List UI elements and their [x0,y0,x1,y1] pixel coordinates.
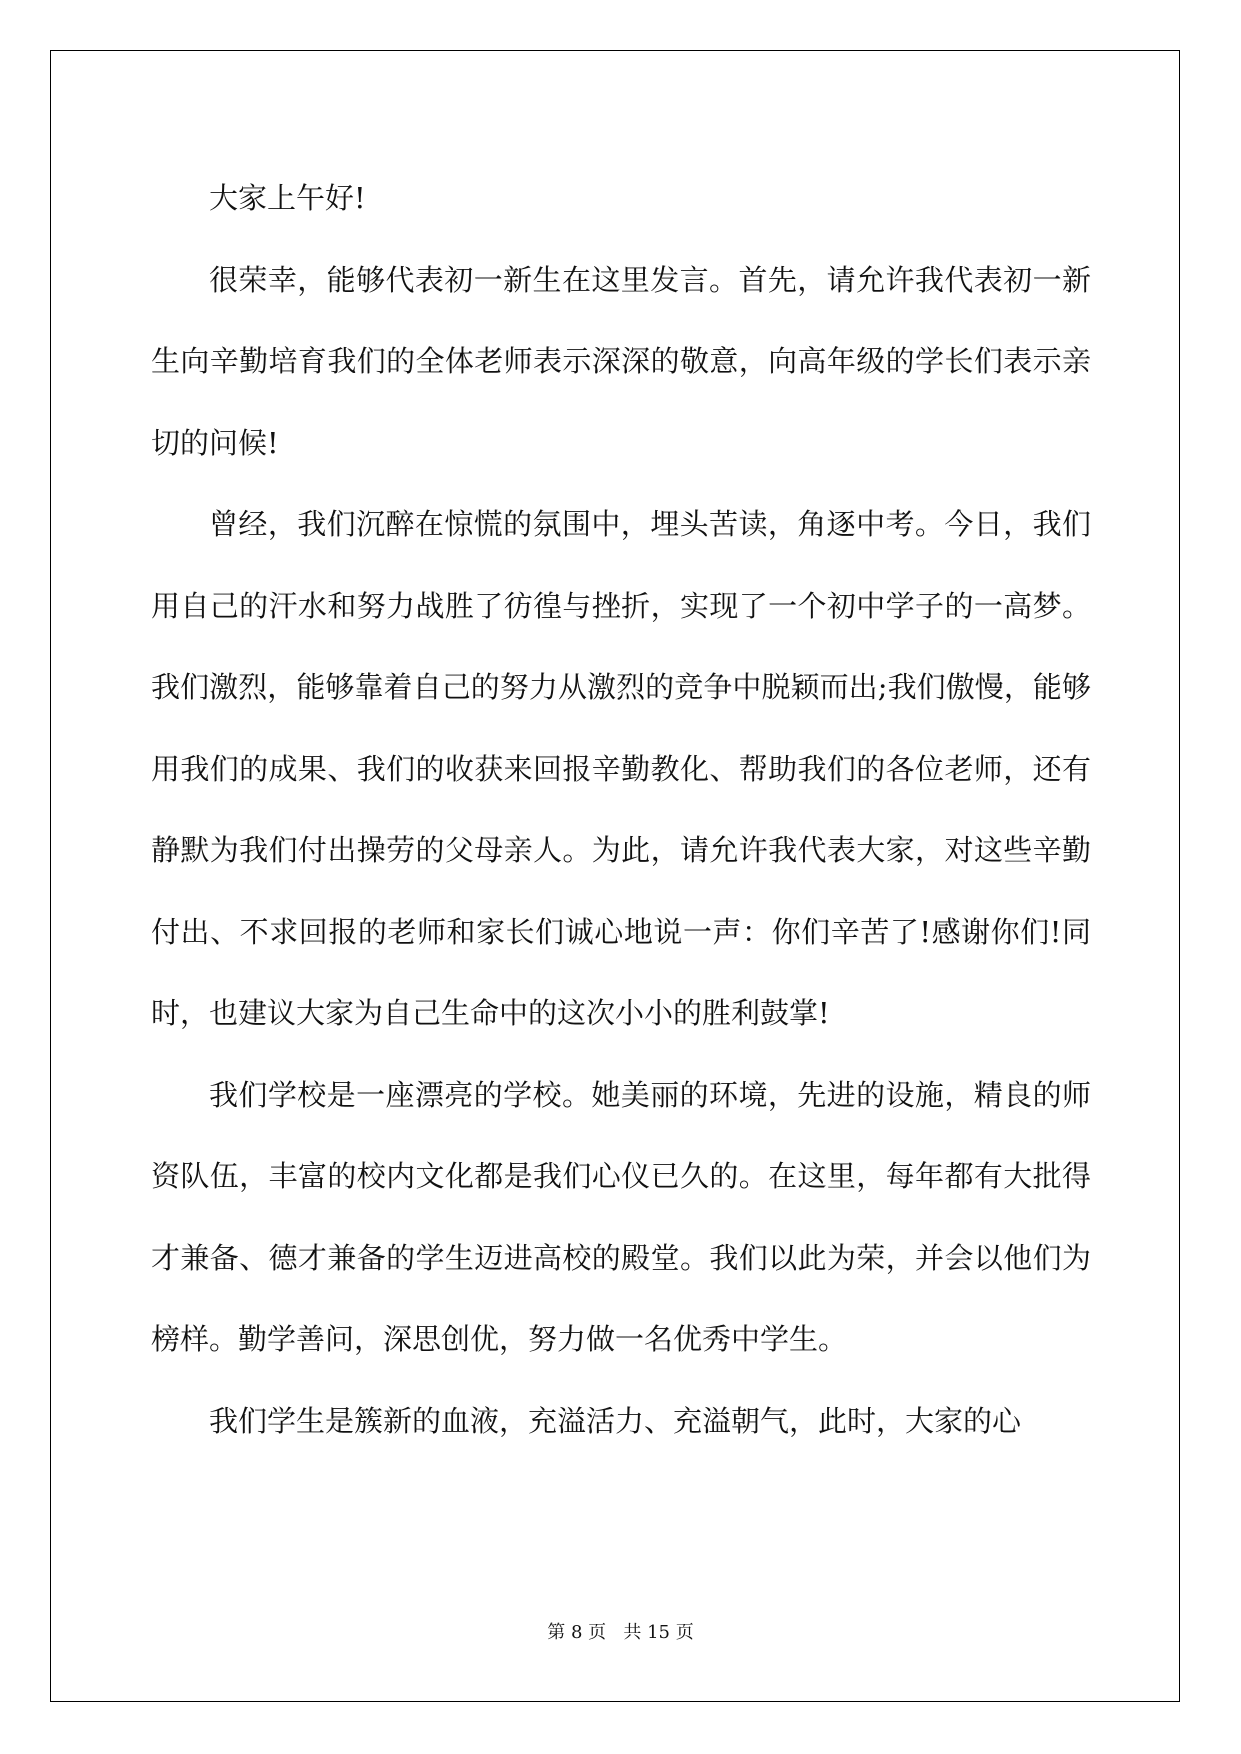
page-total: 共 15 页 [623,1622,694,1643]
paragraph-school: 我们学校是一座漂亮的学校。她美丽的环境，先进的设施，精良的师资队伍，丰富的校内文化都是我们心仪已久的。在这里，每年都有大批得才兼备、德才兼备的学生迈进高校的殿堂。我们以此为荣，并会以他们为榜样。勤学善问，深思创优，努力做一名优秀中学生。 [151,1077,1091,1356]
paragraph-introduction: 很荣幸，能够代表初一新生在这里发言。首先，请允许我代表初一新生向辛勤培育我们的全体老师表示深深的敬意，向高年级的学长们表示亲切的问候! [151,262,1091,460]
paragraph-greeting: 大家上午好! [209,181,366,215]
page-number: 第 8 页 [547,1622,607,1643]
paragraph-students: 我们学生是簇新的血液，充溢活力、充溢朝气，此时，大家的心 [209,1403,1022,1438]
paragraph-gratitude: 曾经，我们沉醉在惊慌的氛围中，埋头苦读，角逐中考。今日，我们用自己的汗水和努力战胜了彷徨与挫折，实现了一个初中学子的一高梦。我们激烈，能够靠着自己的努力从激烈的竞争中脱颖而出;我们傲慢，能够用我们的成果、我们的收获来回报辛勤教化、帮助我们的各位老师，还有静默为我们付出操劳的父母亲人。为此，请允许我代表大家，对这些辛勤付出、不求回报的老师和家长们诚心地说一声：你们辛苦了!感谢你们!同时，也建议大家为自己生命中的这次小小的胜利鼓掌! [151,507,1091,1030]
page-footer [0,1621,1241,1645]
document-body [151,158,1091,1462]
